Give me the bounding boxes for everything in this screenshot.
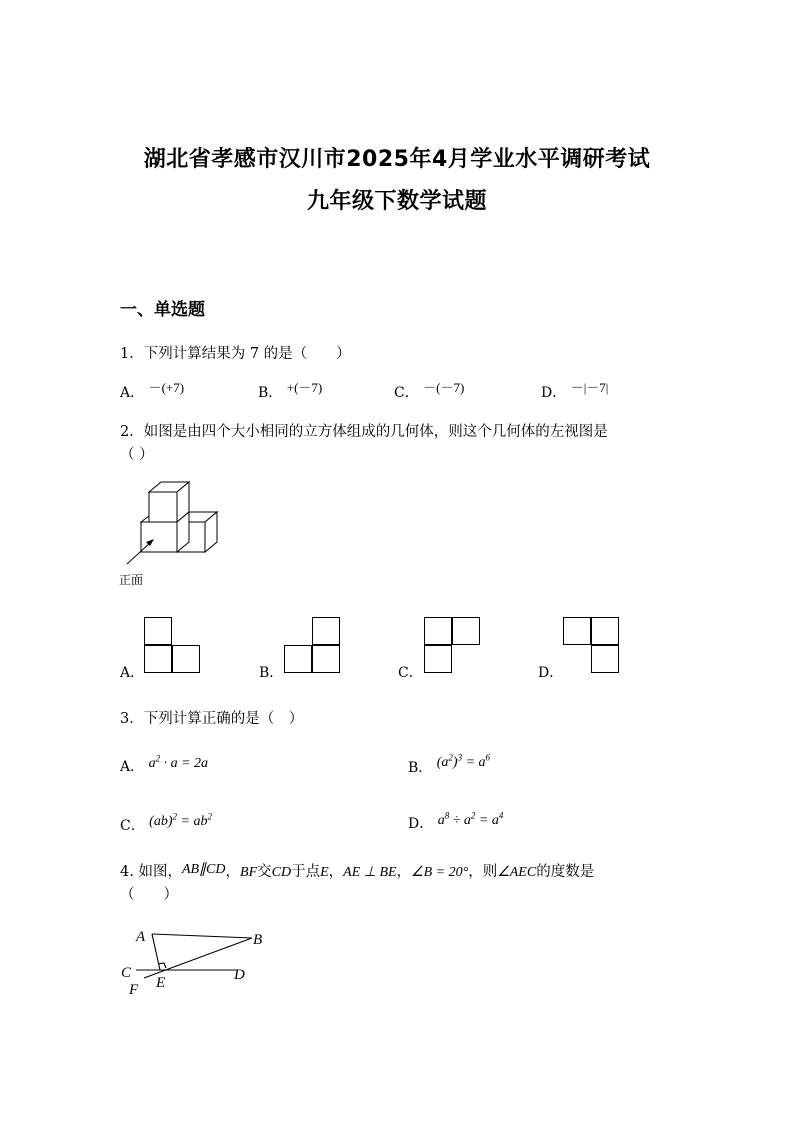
q3-option-c [120, 811, 212, 835]
question-3-stem: 3．下列计算正确的是（ ） [120, 711, 304, 727]
question-4-stem: 4. 如图，AB∥CD，BF交CD于点E，AE ⊥ BE，∠B = 20°，则∠AEC的度数是 [120, 862, 595, 880]
q3-option-d [408, 810, 504, 833]
label-d: D [234, 967, 245, 983]
q1-option-c [394, 382, 464, 402]
question-4-stem-cont: （ ） [120, 887, 178, 903]
q1-option-d [541, 382, 608, 402]
q2-option-d-shape [563, 617, 621, 675]
option-expression: －(+7) [148, 380, 185, 395]
q2-option-a-letter: A． [120, 665, 145, 681]
label-f: F [129, 982, 139, 998]
option-letter: B． [408, 760, 433, 776]
geometry-figure [116, 922, 276, 1002]
q2-option-b-shape [284, 617, 342, 675]
option-letter: D． [408, 816, 434, 832]
option-letter: D． [541, 385, 567, 401]
q1-option-b [258, 382, 322, 402]
front-view-label: 正面 [119, 573, 144, 587]
label-a: A [136, 929, 146, 945]
option-expression: $(a^2)^3 = a^6$ [436, 752, 491, 770]
question-2-stem-cont: （ ） [120, 447, 154, 463]
option-expression: $a^8 \div a^2 = a^4$ [437, 810, 504, 828]
q2-option-d-letter: D． [538, 665, 564, 681]
option-expression: $(ab)^2 = ab^2$ [149, 811, 212, 829]
option-letter: C． [394, 385, 419, 401]
question-2-stem: 2．如图是由四个大小相同的立方体组成的几何体，则这个几何体的左视图是 [120, 424, 608, 440]
q2-option-b-letter: B． [259, 665, 284, 681]
option-expression: +(－7) [286, 380, 323, 395]
section-heading: 一、单选题 [120, 300, 205, 320]
exam-title-line2: 九年级下数学试题 [306, 189, 487, 214]
label-b: B [253, 932, 263, 948]
exam-title-line1: 湖北省孝感市汉川市2025年4月学业水平调研考试 [143, 147, 651, 172]
q1-option-a [120, 382, 184, 402]
label-e: E [156, 975, 166, 991]
option-letter: B． [258, 385, 283, 401]
option-expression: $a^2 \cdot a = 2a$ [148, 753, 209, 771]
option-expression: －|－7| [570, 380, 609, 395]
q3-option-b [408, 752, 491, 777]
option-expression: －(－7) [423, 380, 465, 395]
option-letter: C． [120, 818, 145, 834]
cube-solid-figure [116, 478, 226, 584]
question-1-stem: 1．下列计算结果为 7 的是（ ） [120, 346, 351, 362]
option-letter: A． [120, 759, 145, 775]
q2-option-a-shape [144, 617, 202, 675]
q2-option-c-shape [424, 617, 482, 675]
label-c: C [121, 965, 132, 981]
option-letter: A． [120, 385, 145, 401]
q3-option-a [120, 753, 209, 776]
q2-option-c-letter: C． [398, 665, 423, 681]
